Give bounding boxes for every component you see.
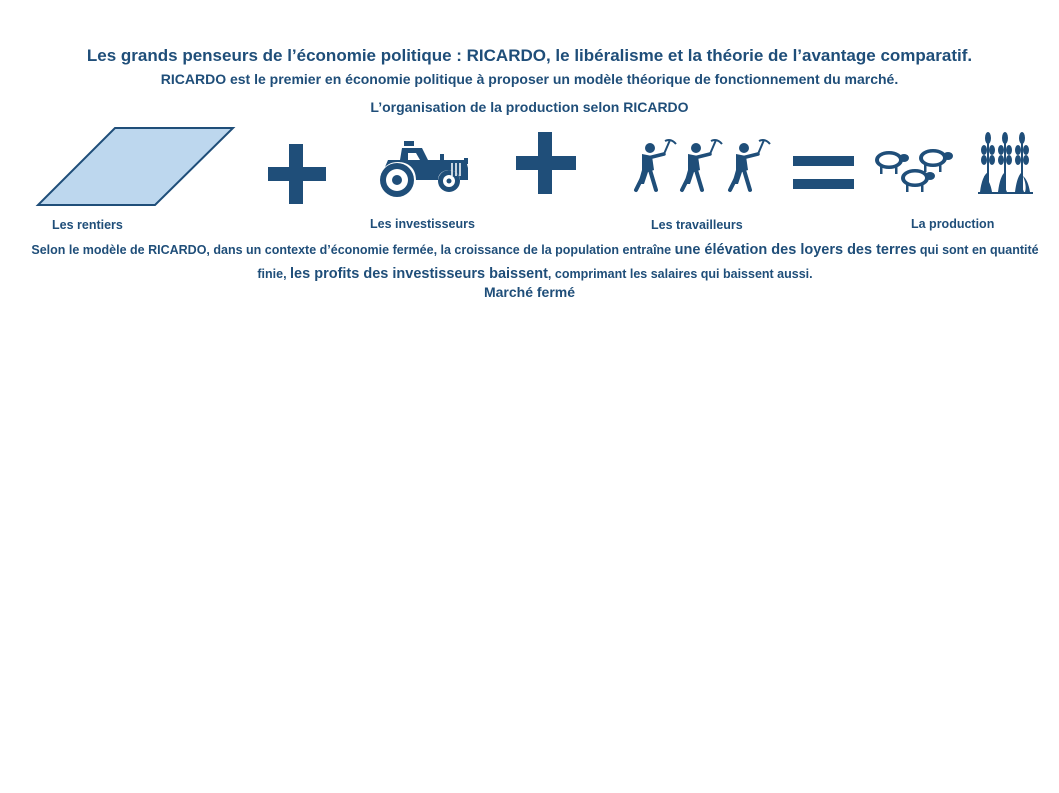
description-text: , comprimant les salaires qui baissent aussi. [547,267,813,281]
model-description [20,238,1050,286]
description-text: Selon le modèle de RICARDO, dans un contexte d’économie fermée, la croissance de la population entraîne [31,243,675,257]
page-title: Les grands penseurs de l’économie politique : RICARDO, le libéralisme et la théorie de l’avantage comparatif. [86,46,973,65]
tractor-icon [374,136,474,198]
description-highlight-loyers: une élévation des loyers des terres [674,242,917,258]
label-rentiers: Les rentiers [52,218,123,232]
plus-icon [266,144,328,206]
page-subtitle: RICARDO est le premier en économie politique à proposer un modèle théorique de fonctionnement du marché. [160,71,899,87]
market-label: Marché fermé [483,284,576,300]
diagram-heading: L’organisation de la production selon RICARDO [370,99,689,115]
label-travailleurs: Les travailleurs [651,218,743,232]
sheep-icon [872,144,962,196]
label-investisseurs: Les investisseurs [370,217,475,231]
wheat-icon [978,128,1034,196]
plus-icon [514,132,578,196]
description-text: qui sont en quantité finie, [257,243,1039,281]
equals-icon [793,156,855,192]
land-parallelogram [30,120,240,212]
description-highlight-profits: les profits des investisseurs baissent [290,266,548,282]
label-production: La production [911,217,995,231]
workers-icon [626,138,781,193]
